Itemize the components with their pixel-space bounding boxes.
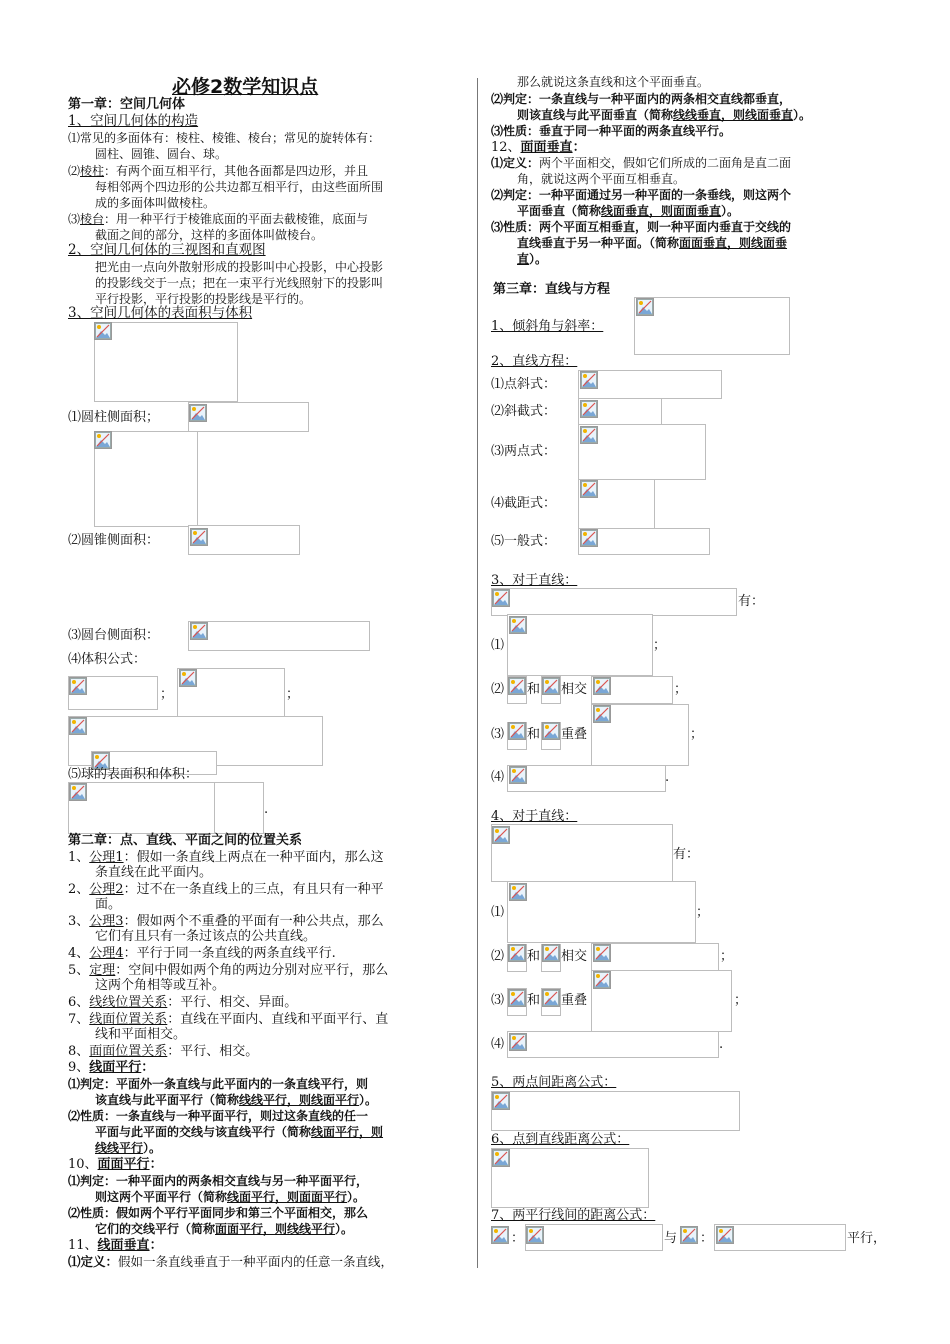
- volume-formula-label: ⑷体积公式：: [68, 652, 147, 667]
- formula-image: [491, 824, 673, 882]
- broken-image-icon: [636, 298, 654, 316]
- formula-image: [634, 297, 790, 355]
- formula-image: [491, 1148, 649, 1208]
- axiom-1: 1、公理1：假如一条直线上两点在一种平面内，那么这: [68, 850, 384, 865]
- text-line: ⑴定义：假如一条直线垂直于一种平面内的任意一条直线，: [68, 1254, 394, 1269]
- formula-image: [507, 1031, 719, 1058]
- broken-image-icon: [593, 971, 611, 989]
- formula-image: [591, 970, 732, 1032]
- broken-image-icon: [190, 528, 208, 546]
- page-title: 必修2数学知识点: [172, 76, 319, 98]
- formula-image: [68, 782, 216, 834]
- separator-text: ；: [734, 993, 748, 1008]
- text-line: 它们的交线平行（简称面面平行，则线线平行）。: [95, 1222, 354, 1236]
- formula-image: [214, 782, 264, 834]
- text-line: 则该直线与此平面垂直（简称线线垂直，则线面垂直）。: [517, 108, 812, 122]
- term-prism: 棱柱: [80, 164, 105, 178]
- colon-text: ：: [700, 1231, 714, 1246]
- formula-image: [525, 1224, 663, 1251]
- text-line: 把光由一点向外散射形成的投影叫中心投影，中心投影: [95, 260, 384, 274]
- with-label: 与: [664, 1231, 678, 1246]
- text-line: ⑴判定：平面外一条直线与此平面内的一条直线平行，则: [68, 1077, 369, 1091]
- sphere-formula-label: ⑸球的表面积和体积：: [68, 767, 199, 782]
- text-line: 线线平行）。: [95, 1141, 162, 1155]
- broken-image-icon: [542, 989, 560, 1007]
- separator-text: ；: [160, 687, 174, 702]
- text-line: 这两个角相等或互补。: [95, 978, 226, 993]
- separator-text: ；: [674, 682, 688, 697]
- text-line: 平行投影，平行投影的投影线是平行的。: [95, 292, 312, 306]
- intersect-label: 相交: [561, 949, 588, 964]
- text-line: 直线垂直于另一种平面。（简称面面垂直，则线面垂: [517, 236, 788, 250]
- broken-image-icon: [542, 944, 560, 962]
- line-plane-perpendicular-heading: 11、线面垂直：: [68, 1238, 163, 1253]
- text-line: ⑵判定：一种平面通过另一种平面的一条垂线，则这两个: [491, 188, 792, 202]
- text-line: ⑵性质：假如两个平行平面同步和第三个平面相交，那么: [68, 1206, 369, 1220]
- point-line-distance-heading: 6、点到直线距离公式：: [491, 1132, 630, 1147]
- two-point-label: ⑶两点式：: [491, 444, 557, 459]
- you-label: 有：: [673, 847, 700, 862]
- line-equation-heading: 2、直线方程：: [491, 354, 578, 369]
- section-4-lines-heading: 4、对于直线：: [491, 809, 578, 824]
- colon-text: ：: [511, 1231, 525, 1246]
- parallel-label: 平行，: [847, 1231, 887, 1246]
- text-line: ⑵棱柱：有两个面互相平行，其他各面都是四边形，并且: [68, 164, 369, 178]
- you-label: 有：: [738, 594, 765, 609]
- text-line: ⑶性质：两个平面互相垂直，则一种平面内垂直于交线的: [491, 220, 792, 234]
- item-2-label: ⑵: [491, 949, 505, 964]
- parallel-lines-distance-heading: 7、两平行线间的距离公式：: [491, 1208, 656, 1223]
- item-2-label: ⑵: [491, 682, 505, 697]
- broken-image-icon: [542, 722, 560, 740]
- text-line: 平面垂直（简称线面垂直，则面面垂直）。: [517, 204, 740, 218]
- broken-image-icon: [509, 1033, 527, 1051]
- text-line: ⑶棱台：用一种平行于棱锥底面的平面去截棱锥，底面与: [68, 212, 369, 226]
- axiom-2: 2、公理2：过不在一条直线上的三点，有且只有一种平: [68, 882, 384, 897]
- text-line: ⑵判定：一条直线与一种平面内的两条相交直线都垂直，: [491, 92, 792, 106]
- and-label: 和: [527, 949, 541, 964]
- plane-plane-perpendicular-heading: 12、面面垂直：: [491, 140, 586, 155]
- broken-image-icon: [580, 400, 598, 418]
- section-3-lines-heading: 3、对于直线：: [491, 573, 578, 588]
- item-1-label: ⑴: [491, 638, 505, 653]
- broken-image-icon: [492, 1149, 510, 1167]
- broken-image-icon: [593, 944, 611, 962]
- broken-image-icon: [509, 616, 527, 634]
- axiom-4: 4、公理4：平行于同一条直线的两条直线平行.: [68, 946, 336, 961]
- broken-image-icon: [716, 1226, 734, 1244]
- separator-text: ；: [696, 905, 710, 920]
- broken-image-icon: [94, 322, 112, 340]
- chapter-3-heading: 第三章：直线与方程: [493, 282, 611, 297]
- broken-image-icon: [94, 431, 112, 449]
- broken-image-icon: [509, 883, 527, 901]
- section-1-heading: 1、空间几何体的构造: [68, 113, 199, 129]
- broken-image-icon: [580, 480, 598, 498]
- broken-image-icon: [508, 989, 526, 1007]
- text-line: 它们有且只有一条过该点的公共直线。: [95, 929, 317, 944]
- separator-text: ；: [720, 949, 734, 964]
- broken-image-icon: [593, 677, 611, 695]
- line-plane-parallel-heading: 9、线面平行：: [68, 1060, 155, 1075]
- text-line: ⑴定义：两个平面相交，假如它们所成的二面角是直二面: [491, 156, 792, 170]
- cylinder-lateral-area-label: ⑴圆柱侧面积；: [68, 410, 160, 425]
- broken-image-icon: [508, 944, 526, 962]
- text-line: 则这两个平面平行（简称线面平行，则面面平行）。: [95, 1190, 366, 1204]
- and-label: 和: [527, 993, 541, 1008]
- broken-image-icon: [580, 371, 598, 389]
- broken-image-icon: [69, 677, 87, 695]
- broken-image-icon: [509, 766, 527, 784]
- section-3-heading: 3、空间几何体的表面积与体积: [68, 305, 253, 321]
- broken-image-icon: [69, 717, 87, 735]
- line-line-relation: 6、线线位置关系：平行、相交、异面。: [68, 995, 298, 1010]
- item-4-label: ⑷: [491, 770, 505, 785]
- separator-text: ；: [286, 687, 300, 702]
- frustum-lateral-area-label: ⑶圆台侧面积：: [68, 628, 160, 643]
- point-slope-label: ⑴点斜式：: [491, 377, 557, 392]
- formula-image: [507, 765, 666, 792]
- formula-image: [578, 370, 722, 399]
- broken-image-icon: [508, 677, 526, 695]
- coincide-label: 重叠: [561, 993, 588, 1008]
- intersect-label: 相交: [561, 682, 588, 697]
- broken-image-icon: [492, 826, 510, 844]
- broken-image-icon: [189, 404, 207, 422]
- broken-image-icon: [593, 705, 611, 723]
- and-label: 和: [527, 682, 541, 697]
- distance-two-points-heading: 5、两点间距离公式：: [491, 1075, 617, 1090]
- text-line: 成的多面体叫做棱柱。: [95, 196, 216, 210]
- column-divider: [477, 78, 478, 1268]
- broken-image-icon: [69, 783, 87, 801]
- formula-image: [188, 621, 370, 651]
- separator-text: .: [264, 802, 269, 817]
- plane-plane-parallel-heading: 10、面面平行：: [68, 1157, 163, 1172]
- broken-image-icon: [580, 426, 598, 444]
- broken-image-icon: [508, 722, 526, 740]
- text-line: 线和平面相交。: [95, 1027, 187, 1042]
- text-line: 角，就说这两个平面互相垂直。: [517, 172, 686, 186]
- broken-image-icon: [492, 589, 510, 607]
- text-line: 圆柱、圆锥、圆台、球。: [95, 147, 228, 161]
- separator-text: ；: [690, 727, 704, 742]
- text-line: ⑴常见的多面体有：棱柱、棱锥、棱台；常见的旋转体有：: [68, 131, 381, 145]
- formula-image: [507, 881, 696, 943]
- text-line: 的投影线交于一点；把在一束平行光线照射下的投影叫: [95, 276, 384, 290]
- broken-image-icon: [491, 1226, 509, 1244]
- term-frustum: 棱台: [80, 212, 105, 226]
- broken-image-icon: [492, 1092, 510, 1110]
- formula-image: [491, 588, 737, 616]
- general-form-label: ⑸一般式：: [491, 534, 557, 549]
- separator-text: .: [719, 1037, 724, 1052]
- text-line: ⑶性质：垂直于同一种平面的两条直线平行。: [491, 124, 732, 138]
- text-line: 平面与此平面的交线与该直线平行（简称线面平行，则: [95, 1125, 384, 1139]
- broken-image-icon: [680, 1226, 698, 1244]
- slope-heading: 1、倾斜角与斜率：: [491, 319, 604, 334]
- cone-lateral-area-label: ⑵圆锥侧面积：: [68, 533, 160, 548]
- text-line: 该直线与此平面平行（简称线线平行，则线面平行）。: [95, 1093, 378, 1107]
- broken-image-icon: [580, 529, 598, 547]
- separator-text: .: [665, 770, 670, 785]
- broken-image-icon: [542, 677, 560, 695]
- axiom-3: 3、公理3：假如两个不重叠的平面有一种公共点，那么: [68, 914, 384, 929]
- item-1-label: ⑴: [491, 905, 505, 920]
- formula-image: [94, 322, 238, 402]
- broken-image-icon: [190, 622, 208, 640]
- formula-image: [491, 1091, 740, 1131]
- coincide-label: 重叠: [561, 727, 588, 742]
- plane-plane-relation: 8、面面位置关系：平行、相交。: [68, 1044, 259, 1059]
- section-2-heading: 2、空间几何体的三视图和直观图: [68, 242, 266, 258]
- item-3-label: ⑶: [491, 727, 505, 742]
- intercept-label: ⑷截距式：: [491, 496, 557, 511]
- separator-text: ；: [653, 638, 667, 653]
- chapter-1-heading: 第一章：空间几何体: [68, 97, 186, 112]
- text-line: ⑵性质：一条直线与一种平面平行，则过这条直线的任一: [68, 1109, 369, 1123]
- broken-image-icon: [526, 1226, 544, 1244]
- slope-intercept-label: ⑵斜截式：: [491, 404, 557, 419]
- item-4-label: ⑷: [491, 1037, 505, 1052]
- item-3-label: ⑶: [491, 993, 505, 1008]
- text-line: 面。: [95, 897, 122, 912]
- text-line: ⑴判定：一种平面内的两条相交直线与另一种平面平行，: [68, 1174, 369, 1188]
- broken-image-icon: [179, 669, 197, 687]
- text-line: 条直线在此平面内。: [95, 865, 213, 880]
- text-line: 截面之间的部分，这样的多面体叫做棱台。: [95, 228, 324, 242]
- theorem: 5、定理：空间中假如两个角的两边分别对应平行，那么: [68, 963, 389, 978]
- line-plane-relation: 7、线面位置关系：直线在平面内、直线和平面平行、直: [68, 1012, 389, 1027]
- chapter-2-heading: 第二章：点、直线、平面之间的位置关系: [68, 833, 303, 848]
- text-line: 那么就说这条直线和这个平面垂直。: [517, 75, 710, 89]
- and-label: 和: [527, 727, 541, 742]
- text-line: 直）。: [517, 252, 548, 266]
- formula-image: [507, 614, 653, 676]
- text-line: 每相邻两个四边形的公共边都互相平行，由这些面所围: [95, 180, 384, 194]
